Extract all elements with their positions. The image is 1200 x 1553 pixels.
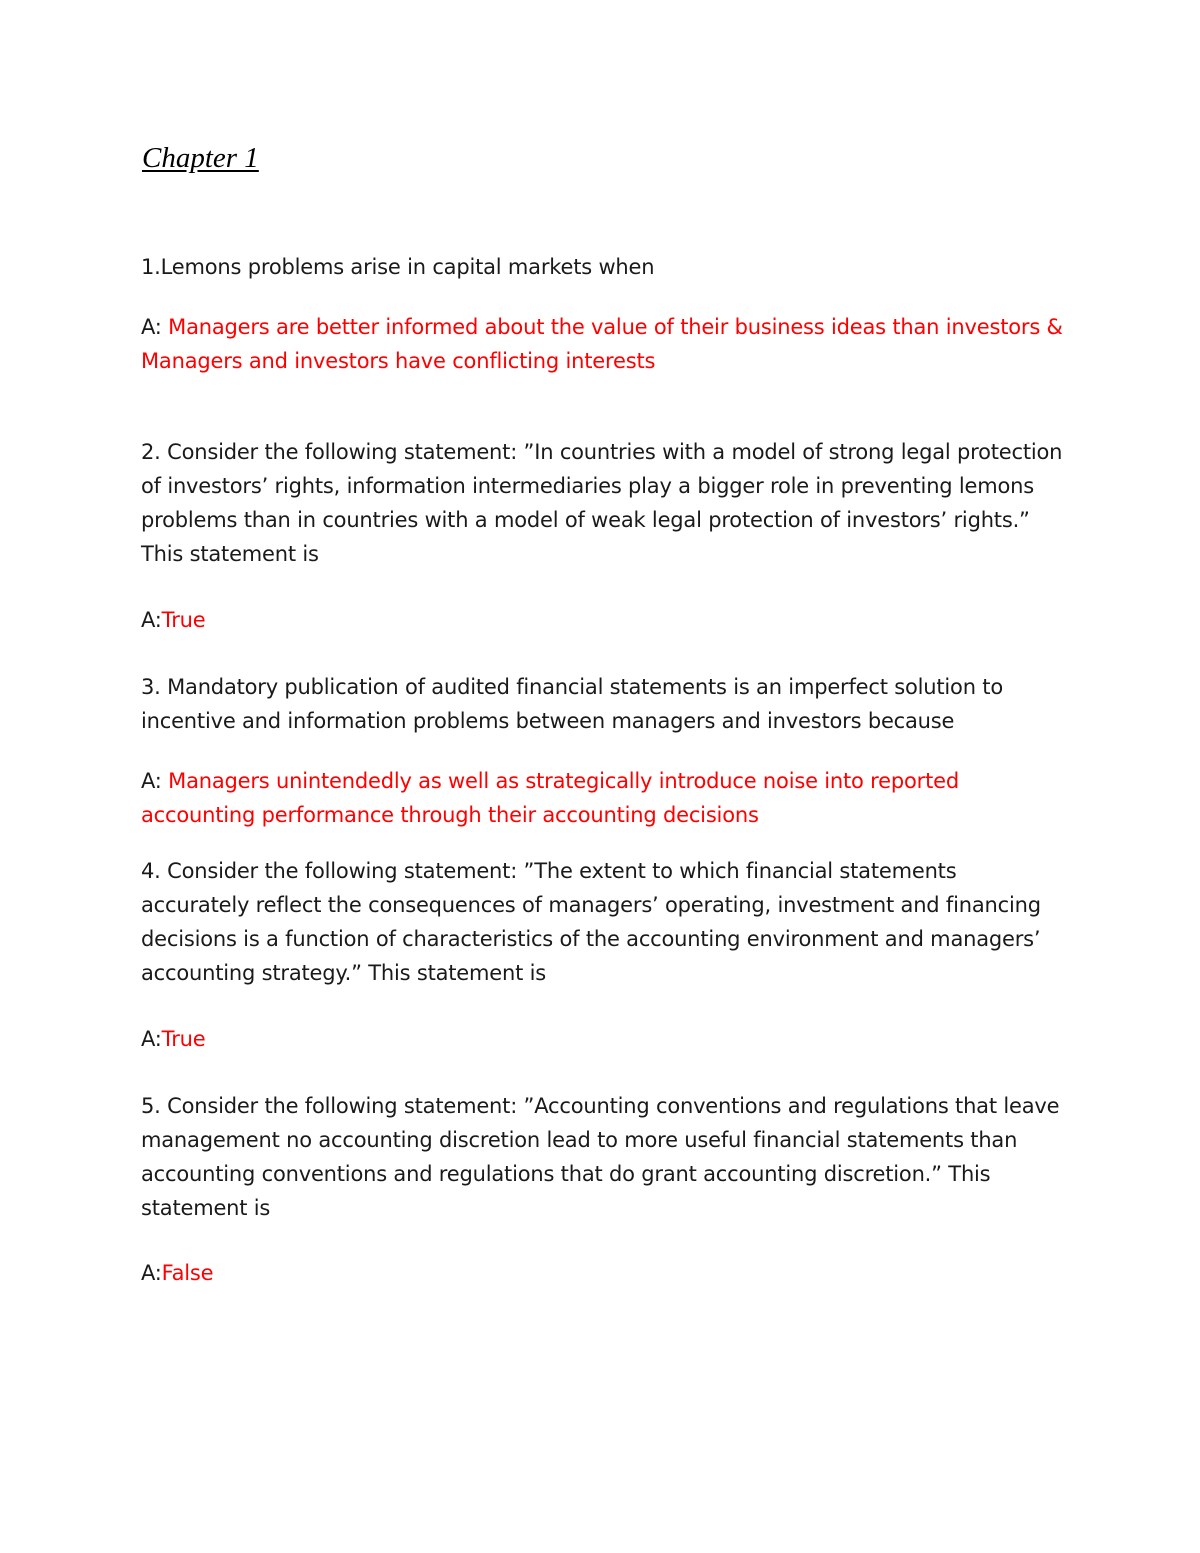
answer-1-text: Managers are better informed about the value of their business ideas than investors & Managers and investors have conflicting interests: [141, 315, 1063, 373]
chapter-title: Chapter 1: [142, 142, 259, 174]
answer-2: [141, 603, 1066, 637]
answer-5-prefix: A:: [141, 1261, 162, 1285]
question-3: 3. Mandatory publication of audited financial statements is an imperfect solution to incentive and information problems between managers and investors because: [141, 675, 1003, 733]
answer-4-prefix: A:: [141, 1027, 162, 1051]
answer-2-prefix: A:: [141, 608, 162, 632]
answer-4: [141, 1022, 1066, 1056]
question-2: 2. Consider the following statement: ”In countries with a model of strong legal protection of investors’ rights, information intermediaries play a bigger role in preventing lemons problems than in countries with a model of weak legal protection of investors’ rights.” This statement is: [141, 440, 1063, 566]
answer-3-text: Managers unintendedly as well as strategically introduce noise into reported accounting performance through their accounting decisions: [141, 769, 959, 827]
answer-2-text: True: [161, 608, 206, 632]
answer-1: [141, 310, 1066, 378]
answer-4-text: True: [161, 1027, 206, 1051]
question-1: 1.Lemons problems arise in capital markets when: [141, 255, 655, 279]
answer-5-text: False: [161, 1261, 214, 1285]
answer-3-prefix: A:: [141, 769, 169, 793]
answer-5: [141, 1256, 1066, 1290]
answer-3: [141, 764, 1066, 832]
question-5: 5. Consider the following statement: ”Accounting conventions and regulations that leave management no accounting discretion lead to more useful financial statements than accounting conventions and regulations that do grant accounting discretion.” This statement is: [141, 1094, 1060, 1220]
question-4: 4. Consider the following statement: ”The extent to which financial statements accurately reflect the consequences of managers’ operating, investment and financing decisions is a function of characteristics of the accounting environment and managers’ accounting strategy.” This statement is: [141, 859, 1041, 985]
answer-1-prefix: A:: [141, 315, 169, 339]
